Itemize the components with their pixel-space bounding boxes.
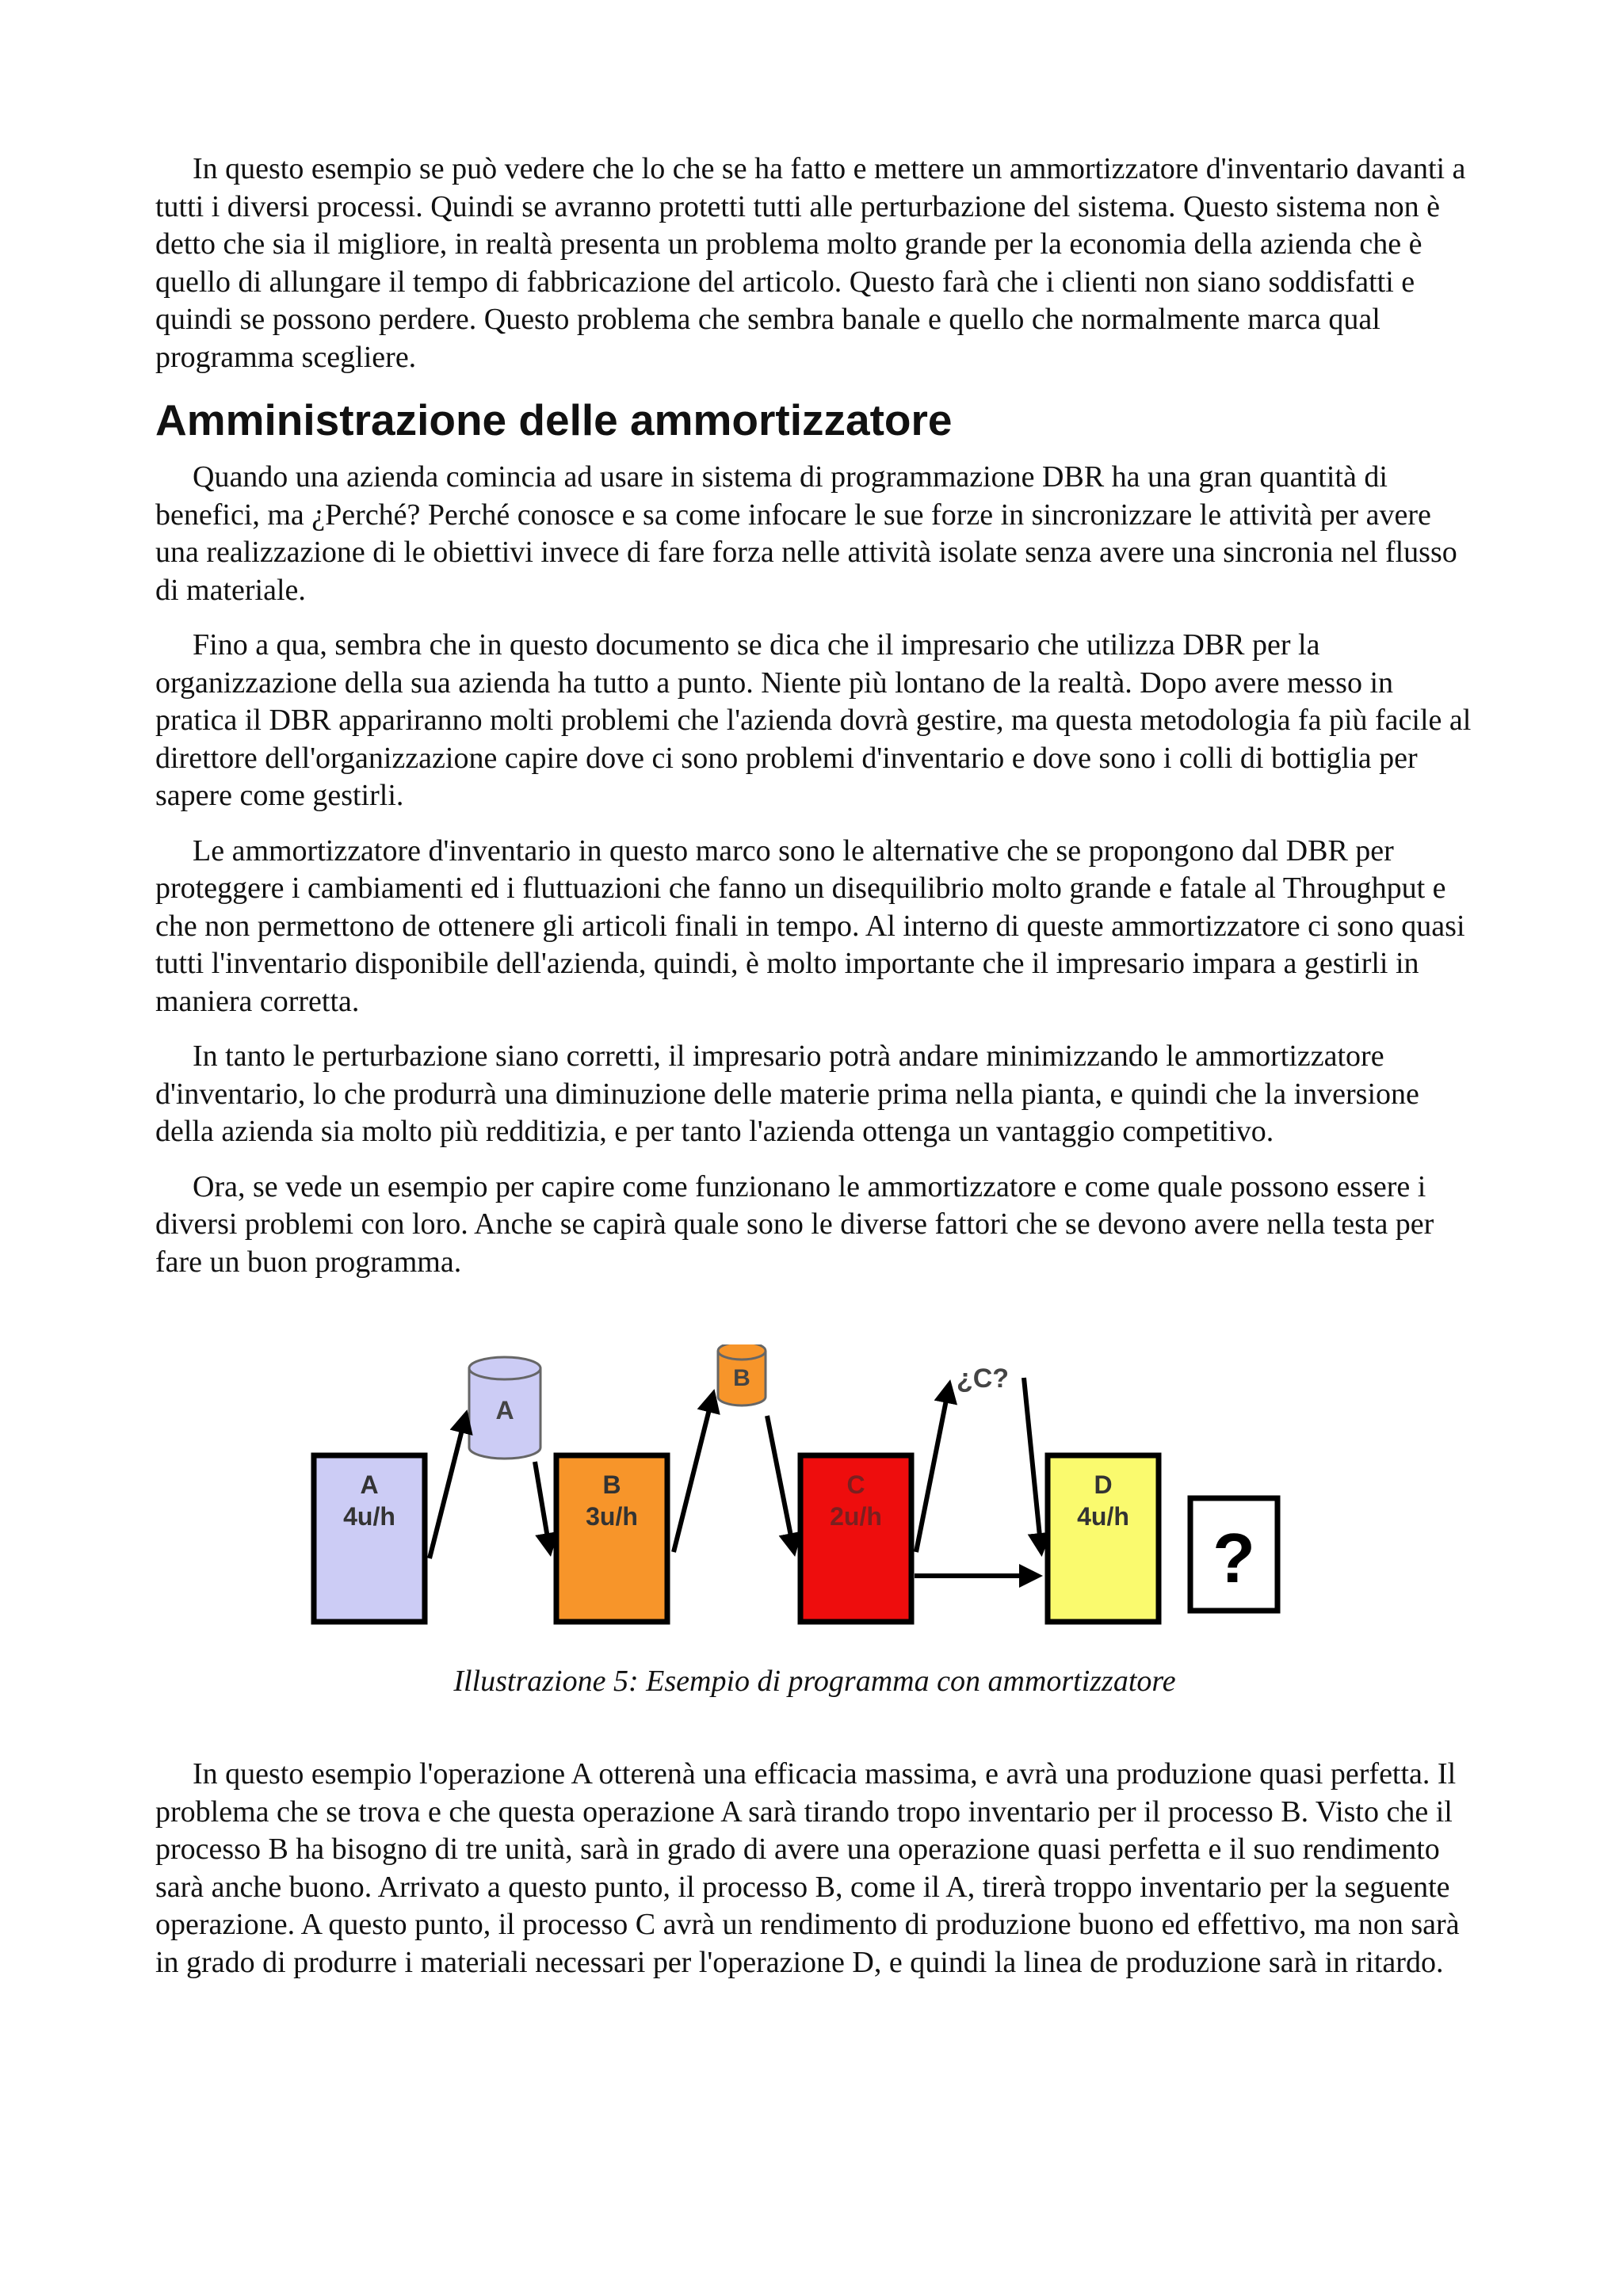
process-a-rate: 4u/h [343, 1502, 395, 1531]
arrow-question-buffer-to-d [1024, 1378, 1041, 1552]
process-box-c [800, 1455, 911, 1622]
paragraph: In tanto le perturbazione siano corretti, il impresario potrà andare minimizzando le ammortizzatore d'inventario, lo che produrrà una diminuzione delle materie prima nella pianta, e quindi che la inversione della azienda sia molto più redditizia, e per tanto l'azienda ottenga un vantaggio competitivo. [155, 1039, 1419, 1148]
process-b-rate: 3u/h [586, 1502, 638, 1531]
output-question-mark: ? [1212, 1519, 1255, 1597]
process-a-letter: A [360, 1470, 379, 1499]
process-b-letter: B [602, 1470, 621, 1499]
arrow-a-to-buffer [430, 1414, 466, 1558]
buffer-a-label: A [495, 1396, 514, 1425]
arrow-b-to-buffer [674, 1394, 713, 1552]
paragraph: Fino a qua, sembra che in questo documento se dica che il impresario che utilizza DBR per la organizzazione della sua azienda ha tutto a punto. Niente più lontano de la realtà. Dopo avere messo in pratica il DBR appariranno molti problemi che l'azienda dovrà gestire, ma questa metodologia fa più facile al direttore dell'organizzazione capire dove ci sono problemi d'inventario e dove sono i colli di bottiglia per sapere come gestirli. [155, 628, 1472, 812]
process-box-b [556, 1455, 667, 1622]
figure [155, 1344, 1474, 1700]
process-flow-diagram [311, 1344, 1293, 1638]
paragraph: In questo esempio se può vedere che lo che se ha fatto e mettere un ammortizzatore d'inventario davanti a tutti i diversi processi. Quindi se avranno protetti tutti alle perturbazione del sistema. Questo sistema non è detto che sia il migliore, in realtà presenta un problema molto grande per la economia della azienda che è quello di allungare il tempo di fabbricazione del articolo. Questo farà che i clienti non siano soddisfatti e quindi se possono perdere. Questo problema che sembra banale e quello che normalmente marca qual programma scegliere. [155, 152, 1466, 374]
buffer-cylinder-a [469, 1357, 540, 1459]
process-d-letter: D [1094, 1470, 1113, 1499]
buffer-cylinder-b [718, 1344, 766, 1405]
question-buffer-label: ¿C? [956, 1363, 1010, 1394]
paragraph: Ora, se vede un esempio per capire come funzionano le ammortizzatore e come quale possono essere i diversi problemi con loro. Anche se capirà quale sono le diverse fattori che se devono avere nella testa per fare un buon programma. [155, 1169, 1434, 1279]
figure-caption: Illustrazione 5: Esempio di programma con ammortizzatore [453, 1665, 1176, 1698]
document-page [155, 151, 1474, 1999]
process-c-rate: 2u/h [830, 1502, 882, 1531]
arrow-c-to-question-buffer [916, 1384, 949, 1552]
process-c-letter: C [846, 1470, 865, 1499]
process-d-rate: 4u/h [1077, 1502, 1129, 1531]
paragraph: In questo esempio l'operazione A otterenà una efficacia massima, e avrà una produzione quasi perfetta. Il problema che se trova e che questa operazione A sarà tirando tropo inventario per il processo B. Visto che il processo B ha bisogno di tre unità, sarà in grado di avere una operazione quasi perfetta e il suo rendimento sarà anche buono. Arrivato a questo punto, il processo B, come il A, tirerà troppo inventario per la seguente operazione. A questo punto, il processo C avrà un rendimento di produzione buono ed effettivo, ma non sarà in grado di produrre i materiali necessari per l'operazione D, e quindi la linea de produzione sarà in ritardo. [155, 1757, 1460, 1979]
process-box-d [1048, 1455, 1159, 1622]
buffer-b-label: B [733, 1365, 750, 1391]
paragraph: Le ammortizzatore d'inventario in questo marco sono le alternative che se propongono dal DBR per proteggere i cambiamenti ed i fluttuazioni che fanno un disequilibrio molto grande e fatale al Throughput e che non permettono de ottenere gli articoli finali in tempo. Al interno di queste ammortizzatore ci sono quasi tutti l'inventario disponibile dell'azienda, quindi, è molto importante che il impresario impara a gestirli in maniera corretta. [155, 833, 1465, 1018]
arrow-buffer-to-b [535, 1462, 550, 1552]
paragraph: Quando una azienda comincia ad usare in sistema di programmazione DBR ha una gran quantità di benefici, ma ¿Perché? Perché conosce e sa come infocare le sue forze in sincronizzare le attività per avere una realizzazione di le obiettivi invece di fare forza nelle attività isolate senza avere una sincronia nel flusso di materiale. [155, 460, 1457, 607]
output-box [1190, 1498, 1277, 1611]
process-box-a [314, 1455, 425, 1622]
arrow-buffer-to-c [767, 1416, 794, 1552]
section-heading: Amministrazione delle ammortizzatore [155, 395, 953, 444]
